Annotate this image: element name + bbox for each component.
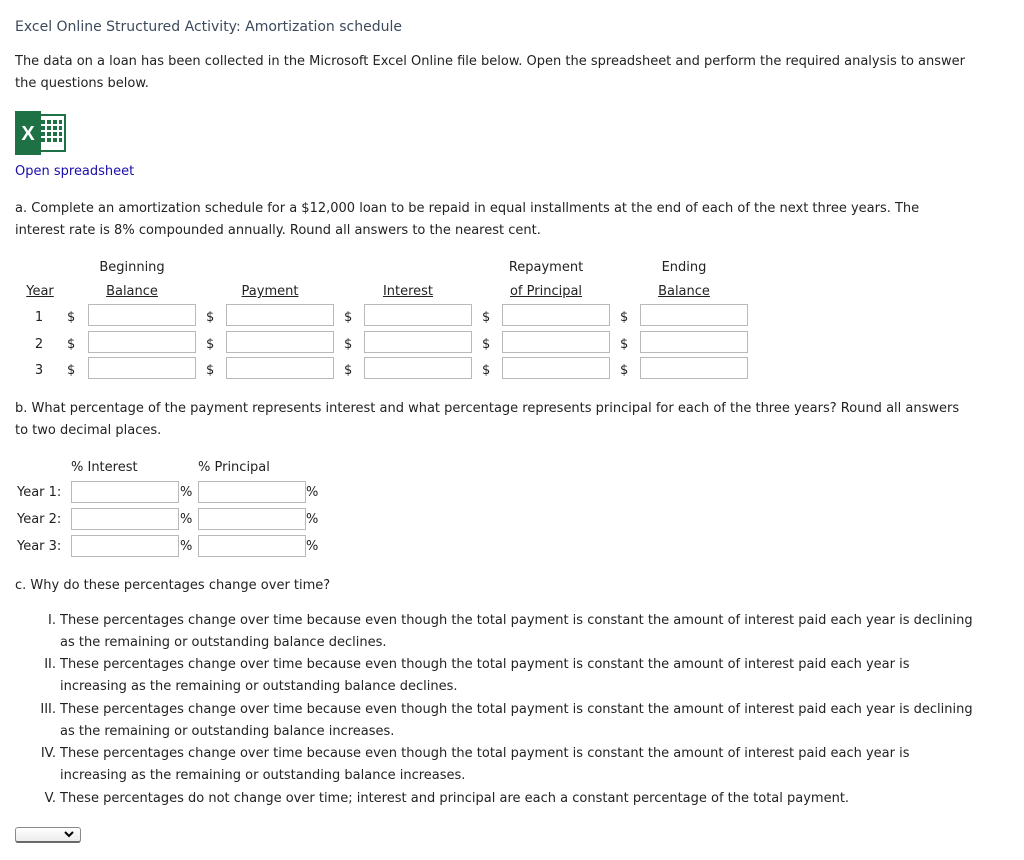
chevron-down-icon [63,828,75,844]
currency-symbol: $ [344,337,353,352]
row-2-payment-input[interactable] [226,331,334,353]
row-3-payment-input[interactable] [226,357,334,379]
option-3-line-2: as the remaining or outstanding balance increases. [60,724,395,739]
year-2-principal-percent-input[interactable] [198,508,306,530]
row-3-repayment-input[interactable] [502,357,610,379]
year-2-label: Year 2: [17,512,62,527]
header-beginning-top: Beginning [99,260,165,275]
year-1-interest-percent-input[interactable] [71,481,179,503]
option-4-text [60,743,1005,787]
intro-text [15,51,1005,95]
header-repayment-top: Repayment [508,260,584,275]
row-2-ending-balance-input[interactable] [640,331,748,353]
row-3-year: 3 [34,363,44,378]
option-1-text [60,610,1005,654]
page-title: Excel Online Structured Activity: Amortization schedule [15,19,402,35]
row-3-beginning-balance-input[interactable] [88,357,196,379]
currency-symbol: $ [620,337,629,352]
part-a-question [15,198,1005,242]
percent-sign: % [306,539,319,554]
row-1-payment-input[interactable] [226,304,334,326]
row-2-repayment-input[interactable] [502,331,610,353]
header-ending-bottom: Balance [658,284,710,299]
currency-symbol: $ [620,363,629,378]
year-2-interest-percent-input[interactable] [71,508,179,530]
row-2-year: 2 [34,337,44,352]
header-payment: Payment [241,284,299,299]
year-1-label: Year 1: [17,485,62,500]
option-4-number: IV. [40,746,56,761]
option-2-line-2: increasing as the remaining or outstanding balance declines. [60,679,458,694]
percent-sign: % [180,485,193,500]
currency-symbol: $ [344,310,353,325]
option-3-line-1: These percentages change over time because even though the total payment is constant the amount of interest paid each year is declining [60,702,973,717]
currency-symbol: $ [482,337,491,352]
header-beginning-bottom: Balance [106,284,158,299]
part-c-question: c. Why do these percentages change over time? [15,578,331,593]
option-5-text [60,788,1005,810]
part-b-line-1: b. What percentage of the payment represents interest and what percentage represents principal for each of the three years? Round all answers [15,401,960,416]
year-3-principal-percent-input[interactable] [198,535,306,557]
row-2-interest-input[interactable] [364,331,472,353]
option-1-line-1: These percentages change over time because even though the total payment is constant the amount of interest paid each year is declining [60,613,973,628]
row-3-ending-balance-input[interactable] [640,357,748,379]
option-3-text [60,699,1005,743]
header-percent-interest: % Interest [71,460,138,475]
option-3-number: III. [40,702,56,717]
excel-icon-letter: X [21,123,35,145]
part-a-line-2: interest rate is 8% compounded annually. Round all answers to the nearest cent. [15,223,541,238]
percent-sign: % [180,512,193,527]
option-1-number: I. [48,613,56,628]
part-b-question [15,398,1005,442]
answer-select-dropdown[interactable] [15,827,81,843]
currency-symbol: $ [344,363,353,378]
option-4-line-2: increasing as the remaining or outstanding balance increases. [60,768,466,783]
intro-line-1: The data on a loan has been collected in the Microsoft Excel Online file below. Open the spreadsheet and perform the required analysis to answer [15,54,966,69]
row-1-year: 1 [34,310,44,325]
option-5-number: V. [44,791,56,806]
currency-symbol: $ [482,310,491,325]
option-1-line-2: as the remaining or outstanding balance declines. [60,635,387,650]
part-b-line-2: to two decimal places. [15,423,162,438]
header-repayment-bottom: of Principal [509,284,583,299]
currency-symbol: $ [67,310,76,325]
header-percent-principal: % Principal [198,460,270,475]
row-1-repayment-input[interactable] [502,304,610,326]
option-2-line-1: These percentages change over time because even though the total payment is constant the amount of interest paid each year is [60,657,910,672]
open-spreadsheet-link[interactable]: Open spreadsheet [15,164,135,179]
row-3-interest-input[interactable] [364,357,472,379]
currency-symbol: $ [206,310,215,325]
header-ending-top: Ending [661,260,707,275]
row-1-beginning-balance-input[interactable] [88,304,196,326]
currency-symbol: $ [206,363,215,378]
currency-symbol: $ [67,363,76,378]
part-a-line-1: a. Complete an amortization schedule for a $12,000 loan to be repaid in equal installments at the end of each of the next three years. The [15,201,920,216]
option-4-line-1: These percentages change over time because even though the total payment is constant the amount of interest paid each year is [60,746,910,761]
header-year: Year [26,284,54,299]
option-2-text [60,654,1005,698]
year-1-principal-percent-input[interactable] [198,481,306,503]
intro-line-2: the questions below. [15,76,149,91]
header-interest: Interest [382,284,434,299]
year-3-interest-percent-input[interactable] [71,535,179,557]
currency-symbol: $ [620,310,629,325]
percent-sign: % [306,485,319,500]
option-5-line-1: These percentages do not change over time; interest and principal are each a constant percentage of the total payment. [60,791,850,806]
percent-sign: % [306,512,319,527]
percent-sign: % [180,539,193,554]
row-1-ending-balance-input[interactable] [640,304,748,326]
option-2-number: II. [44,657,56,672]
excel-icon[interactable] [15,111,67,155]
year-3-label: Year 3: [17,539,62,554]
currency-symbol: $ [482,363,491,378]
row-2-beginning-balance-input[interactable] [88,331,196,353]
currency-symbol: $ [206,337,215,352]
currency-symbol: $ [67,337,76,352]
row-1-interest-input[interactable] [364,304,472,326]
